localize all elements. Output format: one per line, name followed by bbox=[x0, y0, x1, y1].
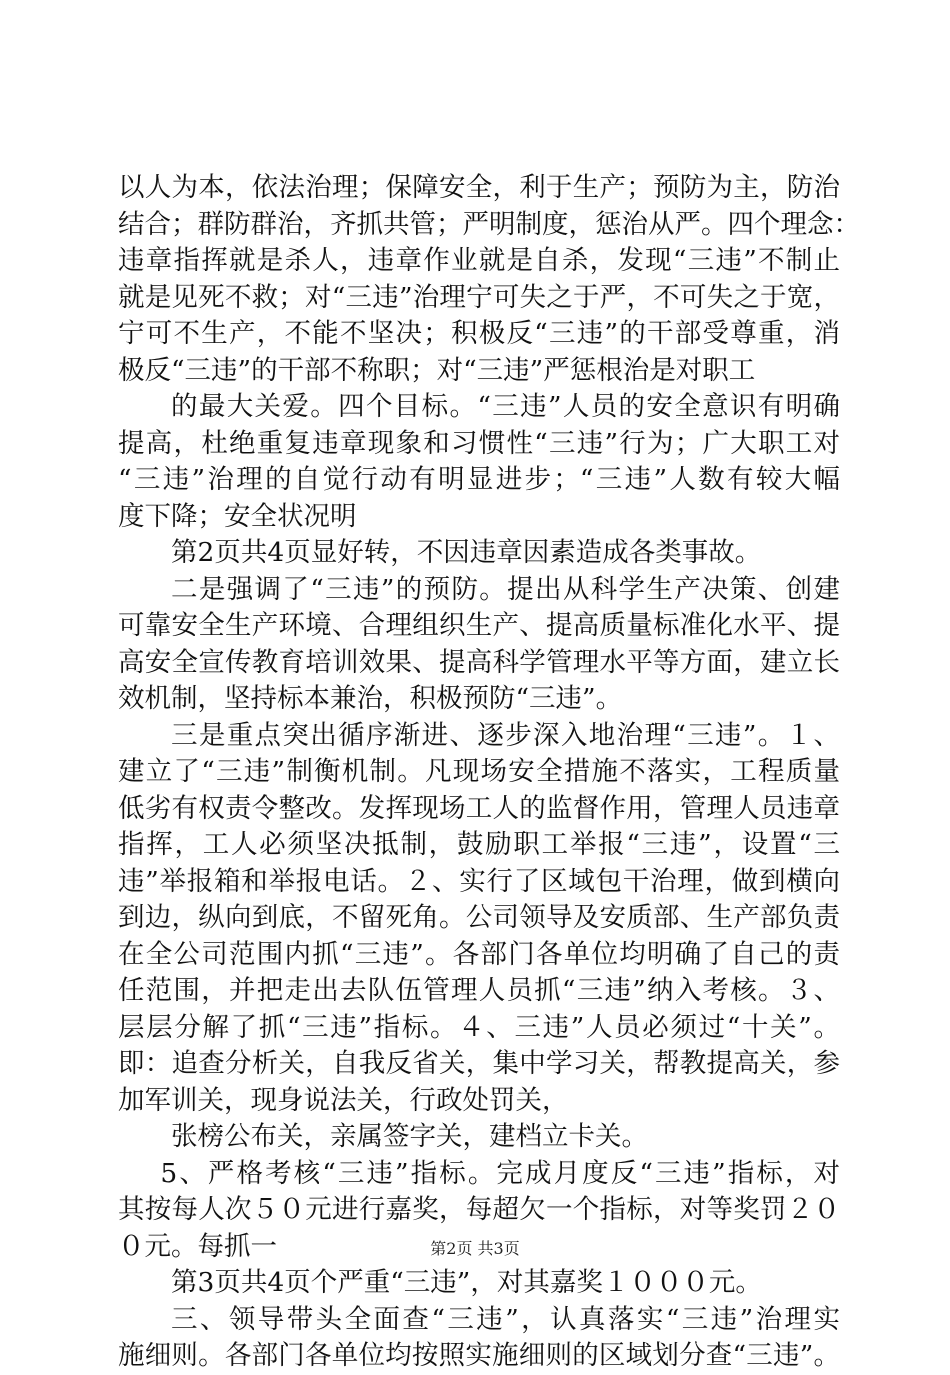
text-line: 指挥，工人必须坚决抵制，鼓励职工举报“三违”，设置“三 bbox=[118, 829, 840, 860]
text-line: 在全公司范围内抓“三违”。各部门各单位均明确了自己的责 bbox=[118, 938, 840, 970]
text-line: 三、领导带头全面查“三违”，认真落实“三违”治理实 bbox=[171, 1303, 840, 1335]
text-line: 其按每人次５０元进行嘉奖，每超欠一个指标，对等奖罚２０ bbox=[118, 1194, 840, 1225]
text-line: 施细则。各部门各单位均按照实施细则的区域划分查“三违”。 bbox=[118, 1340, 840, 1371]
text-line: ０元。每抓一 bbox=[118, 1230, 277, 1262]
document-body bbox=[118, 170, 860, 1375]
text-line: 结合；群防群治，齐抓共管；严明制度，惩治从严。四个理念： bbox=[118, 208, 860, 240]
text-line: 极反“三违”的干部不称职；对“三违”严惩根治是对职工 bbox=[118, 354, 756, 386]
text-line: 5、严格考核“三违”指标。完成月度反“三违”指标，对 bbox=[160, 1157, 840, 1189]
text-line: 任范围，并把走出去队伍管理人员抓“三违”纳入考核。３、 bbox=[118, 975, 840, 1006]
text-line: 加军训关，现身说法关，行政处罚关， bbox=[118, 1084, 569, 1116]
text-line: 低劣有权责令整改。发挥现场工人的监督作用，管理人员违章 bbox=[118, 792, 840, 824]
text-line: 可靠安全生产环境、合理组织生产、提高质量标准化水平、提 bbox=[118, 610, 840, 641]
text-line: 违”举报箱和举报电话。２、实行了区域包干治理，做到横向 bbox=[118, 865, 840, 897]
text-line: 即：追查分析关，自我反省关，集中学习关，帮教提高关，参 bbox=[118, 1048, 840, 1079]
text-line: 就是见死不救；对“三违”治理宁可失之于严，不可失之于宽， bbox=[118, 281, 840, 313]
text-line: 第3页共4页个严重“三违”，对其嘉奖１０００元。 bbox=[171, 1267, 762, 1298]
text-line: 的最大关爱。四个目标。“三违”人员的安全意识有明确 bbox=[171, 391, 840, 422]
text-line: 效机制，坚持标本兼治，积极预防“三违”。 bbox=[118, 683, 623, 714]
text-line: 到边，纵向到底，不留死角。公司领导及安质部、生产部负责 bbox=[118, 902, 840, 933]
text-line: 宁可不生产，不能不坚决；积极反“三违”的干部受尊重，消 bbox=[118, 318, 840, 349]
text-line: 高安全宣传教育培训效果、提高科学管理水平等方面，建立长 bbox=[118, 646, 840, 678]
text-line: 提高，杜绝重复违章现象和习惯性“三违”行为；广大职工对 bbox=[118, 427, 840, 459]
text-line: 违章指挥就是杀人，违章作业就是自杀，发现“三违”不制止 bbox=[118, 245, 840, 276]
text-line: 二是强调了“三违”的预防。提出从科学生产决策、创建 bbox=[171, 573, 840, 605]
text-line: 度下降；安全状况明 bbox=[118, 500, 357, 532]
text-line: 层层分解了抓“三违”指标。４、三违”人员必须过“十关”。 bbox=[118, 1011, 840, 1043]
text-line: “三违”治理的自觉行动有明显进步；“三违”人数有较大幅 bbox=[118, 464, 840, 495]
text-line: 三是重点突出循序渐进、逐步深入地治理“三违”。１、 bbox=[171, 719, 840, 751]
text-line: 张榜公布关，亲属签字关，建档立卡关。 bbox=[171, 1121, 648, 1152]
text-line: 以人为本，依法治理；保障安全，利于生产；预防为主，防治 bbox=[118, 172, 840, 203]
text-line: 第2页共4页显好转，不因违章因素造成各类事故。 bbox=[171, 537, 762, 568]
page-footer: 第2页 共3页 bbox=[430, 1239, 520, 1258]
text-line: 建立了“三违”制衡机制。凡现场安全措施不落实，工程质量 bbox=[118, 756, 840, 787]
